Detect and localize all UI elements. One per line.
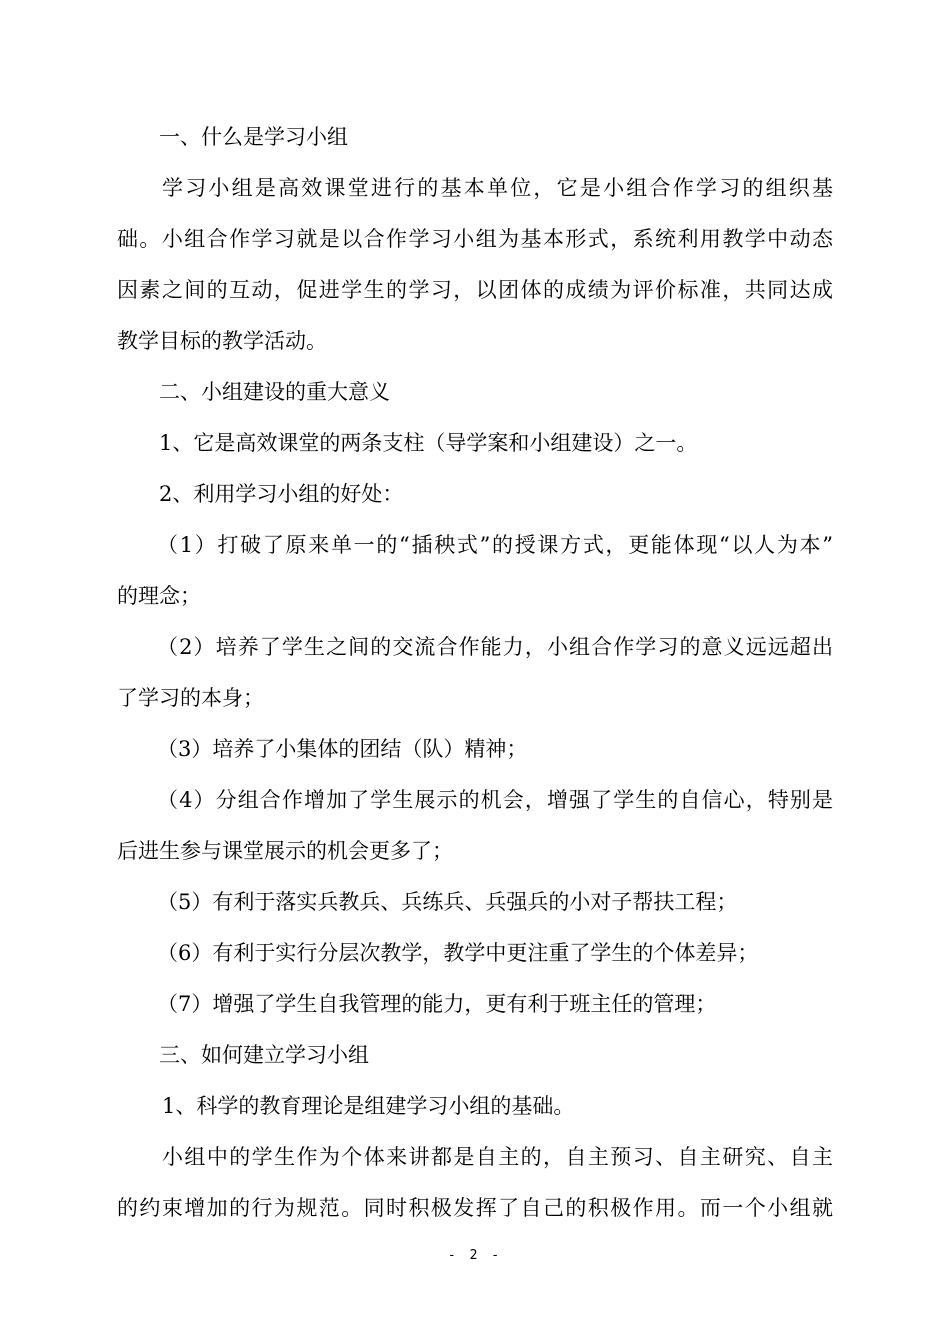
paragraph-line: 的约束增加的行为规范。同时积极发挥了自己的积极作用。而一个小组就 [117,1196,833,1220]
list-item-continuation: 了学习的本身； [117,686,264,710]
list-item: 1、它是高效课堂的两条支柱（导学案和小组建设）之一。 [159,431,698,455]
paragraph-line: 因素之间的互动，促进学生的学习，以团体的成绩为评价标准，共同达成 [117,278,833,302]
list-item: （6）有利于实行分层次教学，教学中更注重了学生的个体差异； [157,941,759,965]
document-body [117,112,833,1234]
paragraph-line: 教学目标的教学活动。 [117,329,327,353]
section-heading: 二、小组建设的重大意义 [159,380,390,404]
section-heading: 一、什么是学习小组 [159,125,348,149]
paragraph-line: 小组中的学生作为个体来讲都是自主的，自主预习、自主研究、自主 [162,1145,833,1169]
section-heading: 三、如何建立学习小组 [159,1043,369,1067]
list-item: （3）培养了小集体的团结（队）精神； [157,737,528,761]
list-item: 1、科学的教育理论是组建学习小组的基础。 [162,1094,575,1118]
paragraph-line: 础。小组合作学习就是以合作学习小组为基本形式，系统利用教学中动态 [117,227,833,251]
list-item-continuation: 的理念； [117,584,201,608]
list-item: 2、利用学习小组的好处： [159,482,404,506]
list-item: （4）分组合作增加了学生展示的机会，增强了学生的自信心，特别是 [157,788,833,812]
list-item: （5）有利于落实兵教兵、兵练兵、兵强兵的小对子帮扶工程； [157,890,738,914]
list-item: （7）增强了学生自我管理的能力，更有利于班主任的管理； [157,992,717,1016]
list-item: （1）打破了原来单一的“插秧式”的授课方式，更能体现“以人为本” [157,533,833,557]
list-item-continuation: 后进生参与课堂展示的机会更多了； [117,839,453,863]
page-number: - 2 - [447,1248,503,1263]
paragraph-line: 学习小组是高效课堂进行的基本单位，它是小组合作学习的组织基 [162,176,833,200]
list-item: （2）培养了学生之间的交流合作能力，小组合作学习的意义远远超出 [157,635,833,659]
